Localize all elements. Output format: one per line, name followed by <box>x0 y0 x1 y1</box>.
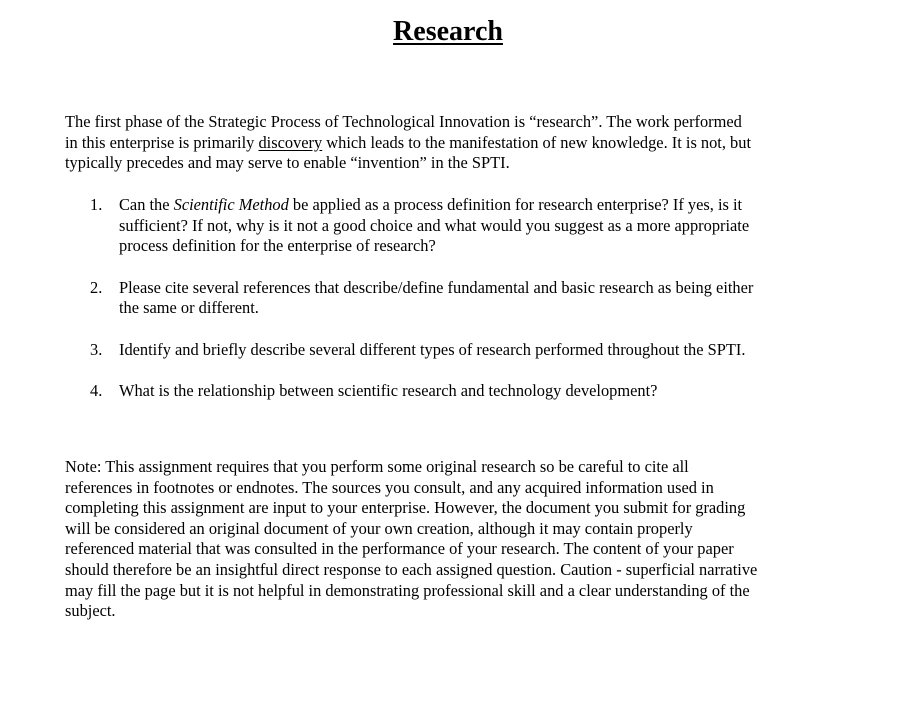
underlined-word: discovery <box>258 132 323 152</box>
question-item <box>90 195 753 257</box>
intro-text: in this enterprise is primarily <box>65 132 259 152</box>
question-line: Identify and briefly describe several different types of research performed throughout the SPTI. <box>119 339 746 359</box>
intro-line: typically precedes and may serve to enable “invention” in the SPTI. <box>65 153 510 173</box>
intro-text: which leads to the manifestation of new knowledge. It is not, but <box>322 132 752 152</box>
note-line: referenced material that was consulted in the performance of your research. The content of your paper <box>65 539 734 559</box>
question-line: the same or different. <box>119 298 259 318</box>
question-line <box>119 195 753 216</box>
question-number: 2. <box>90 277 103 297</box>
question-item <box>90 381 753 402</box>
question-number: 3. <box>90 339 103 359</box>
intro-paragraph <box>65 112 751 174</box>
question-line: sufficient? If not, why is it not a good choice and what would you suggest as a more appropriate <box>119 215 750 235</box>
question-text: Can the <box>119 195 174 214</box>
note-line: subject. <box>65 601 116 621</box>
question-item <box>90 340 753 361</box>
question-item <box>90 278 753 319</box>
note-line: should therefore be an insightful direct response to each assigned question. Caution - superficial narrative <box>65 559 758 579</box>
italic-term: Scientific Method <box>173 195 289 214</box>
note-paragraph <box>65 457 757 622</box>
page-title: Research <box>393 16 503 47</box>
question-line: What is the relationship between scientific research and technology development? <box>119 380 658 400</box>
note-line: completing this assignment are input to your enterprise. However, the document you submit for grading <box>65 498 746 518</box>
question-number: 4. <box>90 380 103 400</box>
note-line: may fill the page but it is not helpful in demonstrating professional skill and a clear understanding of the <box>65 580 750 600</box>
question-text: be applied as a process definition for research enterprise? If yes, is it <box>288 195 743 214</box>
intro-line: The first phase of the Strategic Process of Technological Innovation is “research”. The work performed <box>65 112 742 131</box>
note-line: will be considered an original document of your own creation, although it may contain properly <box>65 518 693 538</box>
question-list <box>90 195 753 422</box>
note-line: Note: This assignment requires that you perform some original research so be careful to cite all <box>65 457 689 476</box>
intro-line <box>65 133 751 154</box>
question-line: Please cite several references that describe/define fundamental and basic research as being either <box>119 277 754 297</box>
note-line: references in footnotes or endnotes. The sources you consult, and any acquired information used in <box>65 477 714 497</box>
question-number: 1. <box>90 195 103 214</box>
question-line: process definition for the enterprise of research? <box>119 236 436 256</box>
